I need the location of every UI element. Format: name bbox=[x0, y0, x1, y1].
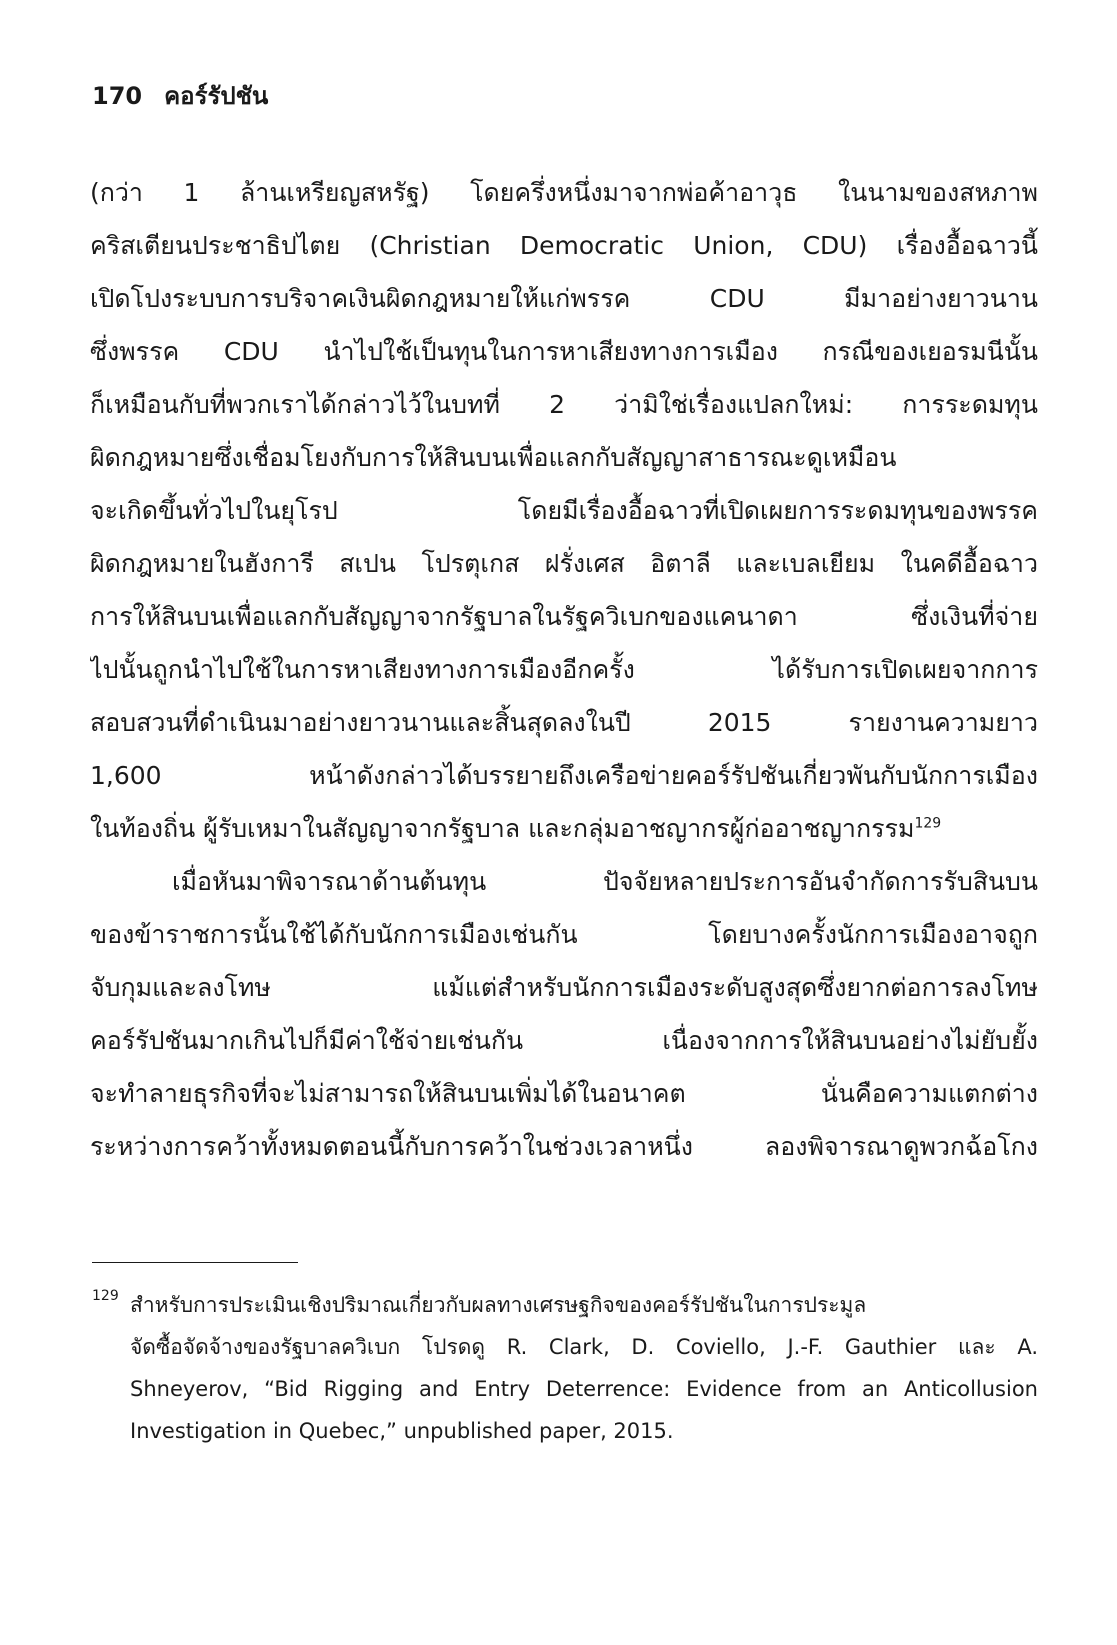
page-number: 170 bbox=[92, 82, 143, 110]
text-line: คอร์รัปชันมากเกินไปก็มีค่าใช้จ่ายเช่นกัน เนื่องจากการให้สินบนอย่างไม่ยับยั้ง bbox=[90, 1026, 1038, 1055]
text-line: จับกุมและลงโทษ แม้แต่สำหรับนักการเมืองระดับสูงสุดซึ่งยากต่อการลงโทษ bbox=[90, 973, 1038, 1002]
text-line: สอบสวนที่ดำเนินมาอย่างยาวนานและสิ้นสุดลงในปี 2015 รายงานความยาว bbox=[90, 708, 1038, 737]
text-line: 1,600 หน้าดังกล่าวได้บรรยายถึงเครือข่ายคอร์รัปชันเกี่ยวพันกับนักการเมือง bbox=[90, 761, 1038, 790]
paragraph-2 bbox=[90, 855, 1038, 1173]
text-line: ผิดกฎหมายในฮังการี สเปน โปรตุเกส ฝรั่งเศส อิตาลี และเบลเยียม ในคดีอื้อฉาว bbox=[90, 549, 1038, 578]
text-line-content: ในท้องถิ่น ผู้รับเหมาในสัญญาจากรัฐบาล และกลุ่มอาชญากรผู้ก่ออาชญากรรม bbox=[90, 814, 915, 843]
running-head bbox=[92, 80, 268, 112]
footnote-line: Shneyerov, “Bid Rigging and Entry Deterrence: Evidence from an Anticollusion bbox=[130, 1377, 1038, 1401]
footnote-text bbox=[130, 1284, 1038, 1452]
text-line: ผิดกฎหมายซึ่งเชื่อมโยงกับการให้สินบนเพื่อแลกกับสัญญาสาธารณะดูเหมือน bbox=[90, 443, 897, 472]
text-line: ไปนั้นถูกนำไปใช้ในการหาเสียงทางการเมืองอีกครั้ง ได้รับการเปิดเผยจากการ bbox=[90, 655, 1038, 684]
text-line: เมื่อหันมาพิจารณาด้านต้นทุน ปัจจัยหลายประการอันจำกัดการรับสินบน bbox=[172, 867, 1038, 896]
footnote bbox=[92, 1284, 1038, 1452]
footnote-line: สำหรับการประเมินเชิงปริมาณเกี่ยวกับผลทางเศรษฐกิจของคอร์รัปชันในการประมูล bbox=[130, 1293, 867, 1317]
text-line: ระหว่างการคว้าทั้งหมดตอนนี้กับการคว้าในช่วงเวลาหนึ่ง ลองพิจารณาดูพวกฉ้อโกง bbox=[90, 1132, 1038, 1161]
footnote-reference[interactable]: 129 bbox=[914, 815, 942, 832]
body-text bbox=[90, 166, 1038, 1173]
footnote-divider bbox=[92, 1262, 298, 1263]
footnote-marker: 129 bbox=[92, 1288, 119, 1304]
text-line: จะเกิดขึ้นทั่วไปในยุโรป โดยมีเรื่องอื้อฉาวที่เปิดเผยการระดมทุนของพรรค bbox=[90, 496, 1038, 525]
running-head-title: คอร์รัปชัน bbox=[164, 82, 269, 110]
text-line: จะทำลายธุรกิจที่จะไม่สามารถให้สินบนเพิ่มได้ในอนาคต นั่นคือความแตกต่าง bbox=[90, 1079, 1038, 1108]
text-line: ซึ่งพรรค CDU นำไปใช้เป็นทุนในการหาเสียงทางการเมือง กรณีของเยอรมนีนั้น bbox=[90, 337, 1038, 366]
footnote-line: จัดซื้อจัดจ้างของรัฐบาลควิเบก โปรดดู R. Clark, D. Coviello, J.-F. Gauthier และ A. bbox=[130, 1335, 1038, 1359]
text-line: (กว่า 1 ล้านเหรียญสหรัฐ) โดยครึ่งหนึ่งมาจากพ่อค้าอาวุธ ในนามของสหภาพ bbox=[90, 178, 1038, 207]
paragraph-1 bbox=[90, 166, 1038, 855]
text-line: ก็เหมือนกับที่พวกเราได้กล่าวไว้ในบทที่ 2 ว่ามิใช่เรื่องแปลกใหม่: การระดมทุน bbox=[90, 390, 1038, 419]
text-line: ของข้าราชการนั้นใช้ได้กับนักการเมืองเช่นกัน โดยบางครั้งนักการเมืองอาจถูก bbox=[90, 920, 1038, 949]
text-line: คริสเตียนประชาธิปไตย (Christian Democratic Union, CDU) เรื่องอื้อฉาวนี้ bbox=[90, 231, 1038, 260]
text-line: การให้สินบนเพื่อแลกกับสัญญาจากรัฐบาลในรัฐควิเบกของแคนาดา ซึ่งเงินที่จ่าย bbox=[90, 602, 1038, 631]
text-line: เปิดโปงระบบการบริจาคเงินผิดกฎหมายให้แก่พรรค CDU มีมาอย่างยาวนาน bbox=[90, 284, 1038, 313]
text-line bbox=[90, 802, 1038, 855]
footnote-line: Investigation in Quebec,” unpublished paper, 2015. bbox=[130, 1419, 674, 1443]
